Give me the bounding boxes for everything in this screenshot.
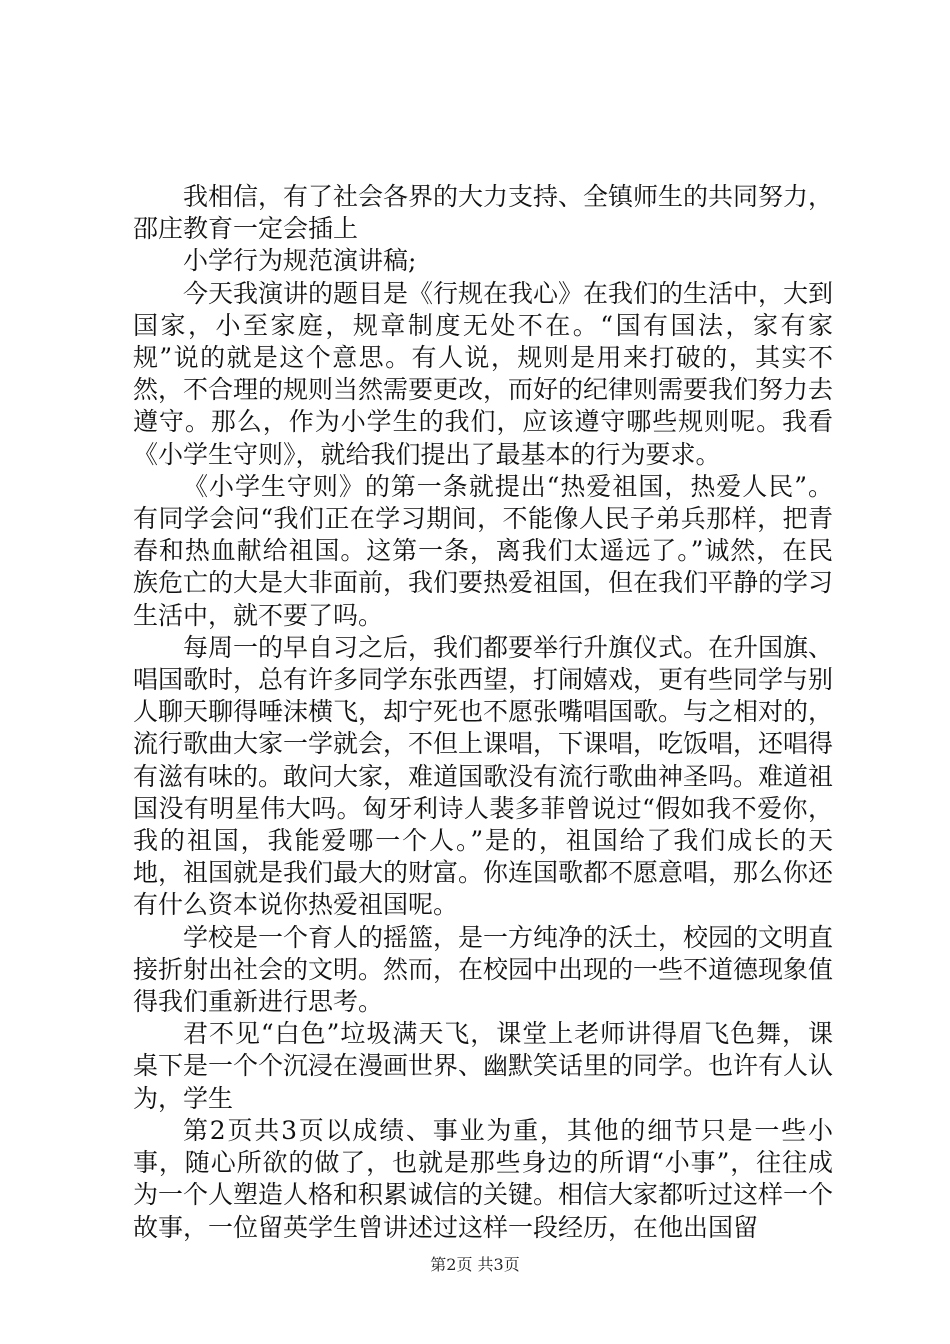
paragraph-5: 每周一的早自习之后，我们都要举行升旗仪式。在升国旗、唱国歌时，总有许多同学东张西望，打闹嬉戏，更有些同学与别人聊天聊得唾沫横飞，却宁死也不愿张嘴唱国歌。与之相对的，流行歌曲大家一学就会，不但上课唱，下课唱，吃饭唱，还唱得有滋有味的。敢问大家，难道国歌没有流行歌曲神圣吗。难道祖国没有明星伟大吗。匈牙利诗人裴多菲曾说过“假如我不爱你，我的祖国，我能爱哪一个人。”是的，祖国给了我们成长的天地，祖国就是我们最大的财富。你连国歌都不愿意唱，那么你还有什么资本说你热爱祖国呢。 [133, 632, 834, 920]
paragraph-3: 今天我演讲的题目是《行规在我心》在我们的生活中，大到国家，小至家庭，规章制度无处不在。“国有国法，家有家规”说的就是这个意思。有人说，规则是用来打破的，其实不然，不合理的规则当然需要更改，而好的纪律则需要我们努力去遵守。那么，作为小学生的我们，应该遵守哪些规则呢。我看《小学生守则》，就给我们提出了最基本的行为要求。 [133, 278, 834, 469]
paragraph-2: 小学行为规范演讲稿; [183, 246, 417, 276]
paragraph-1: 我相信，有了社会各界的大力支持、全镇师生的共同努力，邵庄教育一定会插上 [133, 182, 834, 244]
paragraph-6: 学校是一个育人的摇篮，是一方纯净的沃土，校园的文明直接折射出社会的文明。然而，在校园中出现的一些不道德现象值得我们重新进行思考。 [133, 922, 834, 1017]
paragraph-8: 第2页共3页以成绩、事业为重，其他的细节只是一些小事，随心所欲的做了，也就是那些身边的所谓“小事”，往往成为一个人塑造人格和积累诚信的关键。相信大家都听过这样一个故事，一位留英学生曾讲述过这样一段经历，在他出国留 [133, 1115, 834, 1242]
paragraph-4: 《小学生守则》的第一条就提出“热爱祖国，热爱人民”。有同学会问“我们正在学习期间，不能像人民子弟兵那样，把青春和热血献给祖国。这第一条，离我们太遥远了。”诚然，在民族危亡的大是大非面前，我们要热爱祖国，但在我们平静的学习生活中，就不要了吗。 [133, 471, 834, 630]
document-body [133, 181, 833, 1244]
paragraph-7: 君不见“白色”垃圾满天飞，课堂上老师讲得眉飞色舞，课桌下是一个个沉浸在漫画世界、幽默笑话里的同学。也许有人认为，学生 [133, 1019, 834, 1113]
page-footer: 第2页 共3页 [430, 1255, 520, 1274]
